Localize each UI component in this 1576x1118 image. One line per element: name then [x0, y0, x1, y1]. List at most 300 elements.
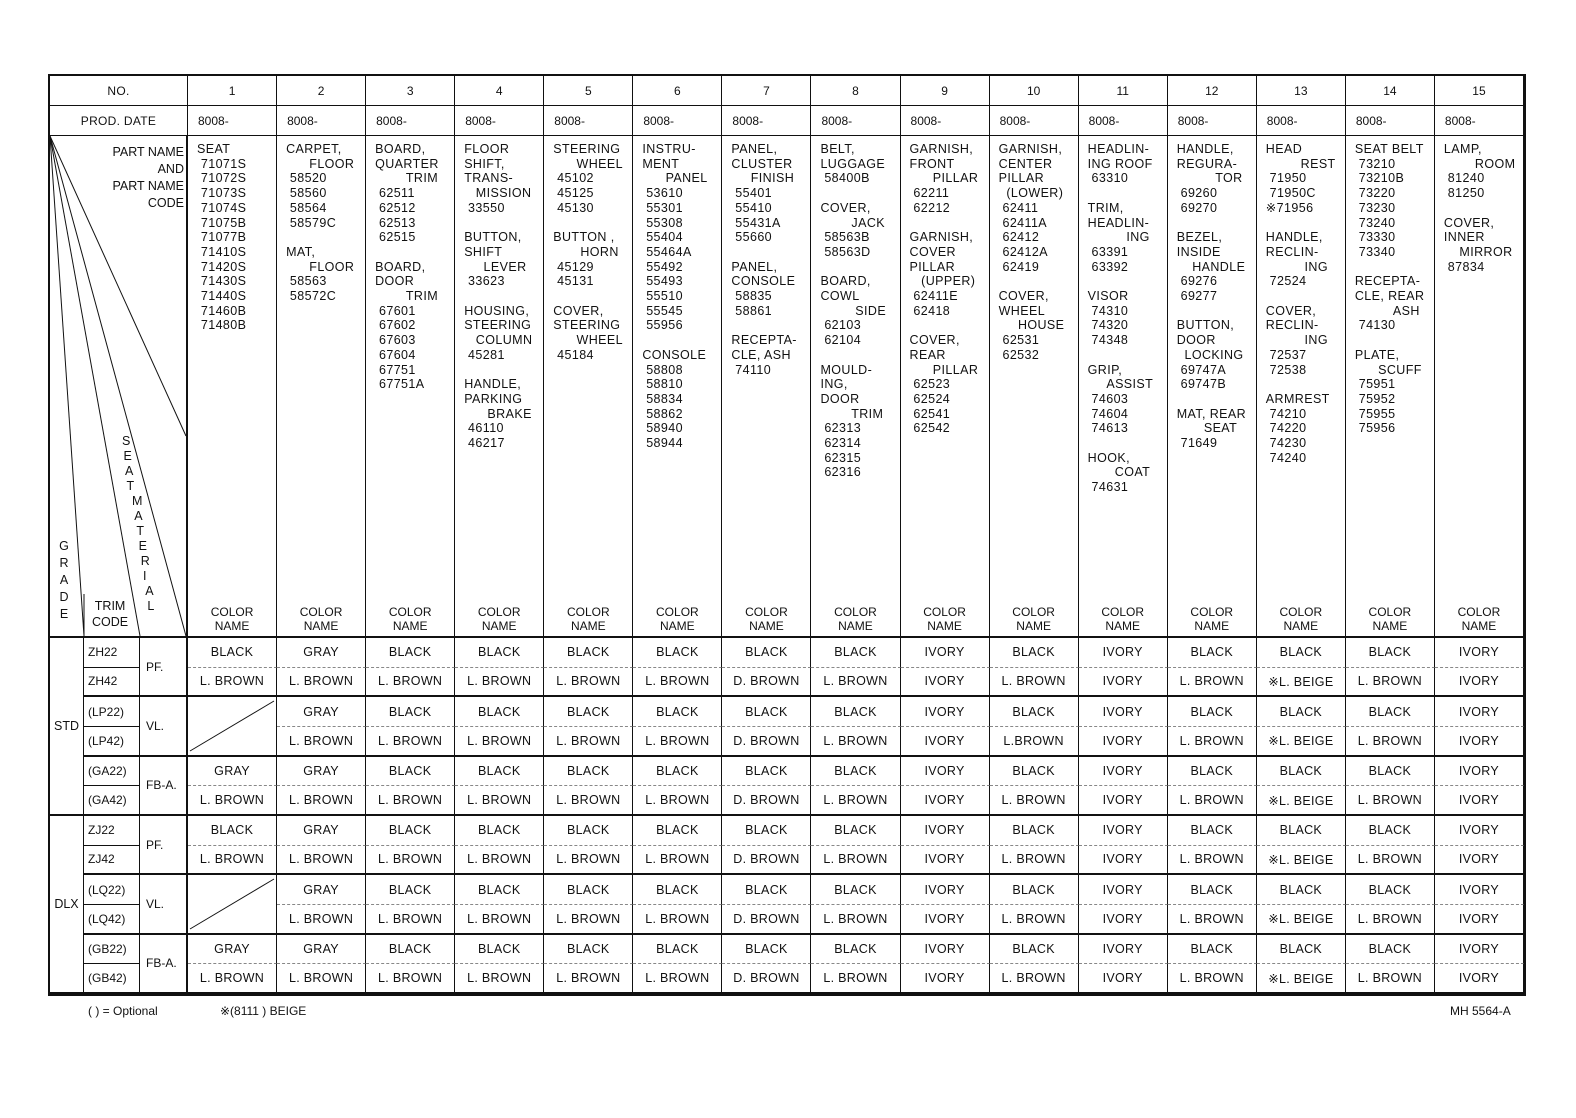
- seat-material-letter: E: [123, 449, 132, 463]
- color-cell: IVORY: [901, 757, 990, 787]
- column-number: 14: [1346, 76, 1435, 106]
- seat-material-letter: A: [134, 509, 143, 523]
- grade-dlx: DLX: [50, 816, 84, 994]
- color-cell: D. BROWN: [722, 668, 811, 698]
- color-cell: D. BROWN: [722, 964, 811, 994]
- color-cell: L. BROWN: [633, 964, 722, 994]
- color-cell: BLACK: [633, 638, 722, 668]
- color-cell: BLACK: [366, 757, 455, 787]
- seat-material: FB-A.: [140, 935, 188, 994]
- color-name-line: COLOR: [923, 605, 966, 619]
- no-header: NO.: [50, 76, 188, 106]
- color-cell: BLACK: [811, 697, 900, 727]
- part-list: HEAD REST 71950 71950C ※71956 HANDLE, RECLIN- ING 72524 COVER, RECLIN- ING 72537 72538 ARMREST 74210 74220 74230 74240: [1257, 136, 1346, 600]
- color-cell: L. BROWN: [990, 668, 1079, 698]
- color-cell: BLACK: [455, 757, 544, 787]
- color-name-header: [188, 600, 277, 638]
- grade-letter: D: [59, 590, 69, 604]
- color-cell: L. BROWN: [811, 668, 900, 698]
- color-cell: L. BROWN: [277, 964, 366, 994]
- color-cell: IVORY: [1435, 816, 1524, 846]
- color-cell: BLACK: [1168, 757, 1257, 787]
- color-cell: GRAY: [188, 935, 277, 965]
- color-name-label: [1101, 605, 1144, 633]
- color-cell: BLACK: [366, 697, 455, 727]
- trim-code: ZJ22: [84, 816, 140, 846]
- color-cell: D. BROWN: [722, 846, 811, 876]
- color-cell: L. BROWN: [1168, 786, 1257, 816]
- color-name-header: [1346, 600, 1435, 638]
- color-name-line: COLOR: [834, 605, 877, 619]
- color-cell: IVORY: [1435, 875, 1524, 905]
- prod-date: 8008-: [722, 106, 811, 136]
- color-name-line: COLOR: [477, 605, 521, 619]
- part-list: GARNISH, CENTER PILLAR (LOWER) 62411 62411A 62412 62412A 62419 COVER, WHEEL HOUSE 62531 62532: [990, 136, 1079, 600]
- part-list: BELT, LUGGAGE 58400B COVER, JACK 58563B 58563D BOARD, COWL SIDE 62103 62104 MOULD- ING, DOOR TRIM 62313 62314 62315 62316: [811, 136, 900, 600]
- color-cell: IVORY: [901, 786, 990, 816]
- seat-material-letter: A: [145, 584, 154, 598]
- color-name-header: [277, 600, 366, 638]
- seat-material-letter: T: [126, 479, 135, 493]
- header-corner: [50, 136, 188, 638]
- color-cell: IVORY: [1435, 964, 1524, 994]
- color-cell: IVORY: [1079, 816, 1168, 846]
- color-cell: BLACK: [811, 875, 900, 905]
- color-cell: L. BROWN: [366, 727, 455, 757]
- color-cell: L. BROWN: [366, 905, 455, 935]
- color-cell: L. BROWN: [277, 905, 366, 935]
- color-cell: IVORY: [1435, 697, 1524, 727]
- color-cell: BLACK: [455, 638, 544, 668]
- trim-code: (LQ22): [84, 875, 140, 905]
- seat-material: PF.: [140, 816, 188, 875]
- slash-line: [188, 875, 276, 932]
- document-code: MH 5564-A: [1450, 1004, 1511, 1018]
- color-name-line: NAME: [1016, 619, 1051, 633]
- color-cell: BLACK: [1168, 697, 1257, 727]
- color-name-line: NAME: [660, 619, 695, 633]
- seat-material: VL.: [140, 875, 188, 934]
- color-cell: L. BROWN: [366, 964, 455, 994]
- color-cell: IVORY: [901, 727, 990, 757]
- color-name-label: [567, 605, 610, 633]
- color-name-header: [1079, 600, 1168, 638]
- prod-date: 8008-: [811, 106, 900, 136]
- color-cell: BLACK: [544, 875, 633, 905]
- color-cell: IVORY: [1435, 638, 1524, 668]
- seat-material-label: [118, 434, 178, 614]
- trim-code: ZH22: [84, 638, 140, 668]
- color-cell: BLACK: [544, 935, 633, 965]
- prod-date: 8008-: [366, 106, 455, 136]
- color-cell: ※L. BEIGE: [1257, 905, 1346, 935]
- color-cell: BLACK: [1257, 757, 1346, 787]
- seat-material: FB-A.: [140, 757, 188, 816]
- color-cell: BLACK: [455, 697, 544, 727]
- color-name-header: [901, 600, 990, 638]
- seat-material-letter: R: [140, 554, 150, 568]
- color-cell: BLACK: [990, 697, 1079, 727]
- color-cell: BLACK: [1257, 935, 1346, 965]
- color-cell: L. BROWN: [990, 786, 1079, 816]
- part-list: STEERING WHEEL 45102 45125 45130 BUTTON , HORN 45129 45131 COVER, STEERING WHEEL 45184: [544, 136, 633, 600]
- color-cell: IVORY: [1435, 668, 1524, 698]
- trim-code: (GB22): [84, 935, 140, 965]
- part-list: HEADLIN- ING ROOF 63310 TRIM, HEADLIN- ING 63391 63392 VISOR 74310 74320 74348 GRIP, ASSIST 74603 74604 74613 HOOK, COAT 74631: [1079, 136, 1168, 600]
- prod-date: 8008-: [1257, 106, 1346, 136]
- color-name-header: [1168, 600, 1257, 638]
- color-cell: BLACK: [188, 816, 277, 846]
- color-cell: BLACK: [990, 638, 1079, 668]
- color-cell: BLACK: [633, 816, 722, 846]
- color-cell: IVORY: [1079, 638, 1168, 668]
- part-name-label-line: PART NAME: [112, 179, 184, 193]
- color-name-label: [834, 605, 877, 633]
- color-cell: L. BROWN: [277, 786, 366, 816]
- color-name-line: NAME: [214, 619, 250, 633]
- color-cell: BLACK: [633, 757, 722, 787]
- color-cell: L. BROWN: [366, 668, 455, 698]
- color-cell: L. BROWN: [188, 846, 277, 876]
- seat-material-letter: M: [132, 494, 143, 508]
- color-name-line: NAME: [749, 619, 784, 633]
- column-number: 11: [1079, 76, 1168, 106]
- optional-legend: ( ) = Optional: [88, 1004, 158, 1018]
- color-name-header: [366, 600, 455, 638]
- seat-material-letter: T: [136, 524, 145, 538]
- column-number: 6: [633, 76, 722, 106]
- color-cell: L. BROWN: [633, 846, 722, 876]
- color-cell: BLACK: [1168, 638, 1257, 668]
- column-number: 1: [188, 76, 277, 106]
- color-cell: L. BROWN: [1168, 846, 1257, 876]
- color-cell: L. BROWN: [544, 905, 633, 935]
- color-cell: L. BROWN: [455, 846, 544, 876]
- not-applicable-cell: [188, 697, 277, 756]
- color-cell: BLACK: [366, 875, 455, 905]
- color-cell: IVORY: [901, 638, 990, 668]
- color-name-line: NAME: [838, 619, 873, 633]
- part-list: GARNISH, FRONT PILLAR 62211 62212 GARNISH, COVER PILLAR (UPPER) 62411E 62418 COVER, REAR PILLAR 62523 62524 62541 62542: [901, 136, 990, 600]
- color-cell: L. BROWN: [544, 727, 633, 757]
- prod-date: 8008-: [544, 106, 633, 136]
- color-cell: BLACK: [1257, 875, 1346, 905]
- beige-legend: ※(8111 ) BEIGE: [220, 1004, 307, 1018]
- color-cell: IVORY: [1079, 757, 1168, 787]
- slash-line: [188, 697, 276, 754]
- color-cell: IVORY: [1435, 757, 1524, 787]
- prod-date: 8008-: [455, 106, 544, 136]
- color-name-header: [455, 600, 544, 638]
- trim-code: (GA22): [84, 757, 140, 787]
- color-cell: L. BROWN: [1346, 786, 1435, 816]
- trim-code: (LP22): [84, 697, 140, 727]
- grade-letter: E: [59, 607, 69, 621]
- color-cell: L. BROWN: [188, 964, 277, 994]
- color-cell: BLACK: [1346, 697, 1435, 727]
- color-cell: L. BROWN: [277, 668, 366, 698]
- not-applicable-cell: [188, 875, 277, 934]
- color-cell: IVORY: [1079, 727, 1168, 757]
- color-cell: BLACK: [990, 875, 1079, 905]
- color-cell: L. BROWN: [455, 905, 544, 935]
- color-name-line: COLOR: [210, 605, 254, 619]
- color-cell: L. BROWN: [188, 668, 277, 698]
- color-name-label: [389, 605, 432, 633]
- color-cell: L. BROWN: [277, 846, 366, 876]
- column-number: 10: [990, 76, 1079, 106]
- color-cell: L. BROWN: [1168, 905, 1257, 935]
- color-cell: BLACK: [990, 757, 1079, 787]
- color-cell: BLACK: [811, 638, 900, 668]
- color-cell: BLACK: [1346, 935, 1435, 965]
- column-number: 7: [722, 76, 811, 106]
- color-cell: BLACK: [633, 935, 722, 965]
- trim-code-label-line: CODE: [92, 615, 129, 629]
- color-cell: L. BROWN: [544, 786, 633, 816]
- color-cell: L. BROWN: [1168, 964, 1257, 994]
- seat-material-letter: L: [147, 599, 155, 613]
- prod-date: 8008-: [1079, 106, 1168, 136]
- part-name-label-line: CODE: [147, 196, 184, 210]
- color-name-label: [1012, 605, 1055, 633]
- color-cell: L. BROWN: [811, 786, 900, 816]
- color-cell: BLACK: [1257, 638, 1346, 668]
- part-list: HANDLE, REGURA- TOR 69260 69270 BEZEL, INSIDE HANDLE 69276 69277 BUTTON, DOOR LOCKING 69747A 69747B MAT, REAR SEAT 71649: [1168, 136, 1257, 600]
- color-cell: ※L. BEIGE: [1257, 786, 1346, 816]
- color-cell: ※L. BEIGE: [1257, 846, 1346, 876]
- color-cell: BLACK: [1168, 875, 1257, 905]
- color-cell: GRAY: [188, 757, 277, 787]
- color-cell: BLACK: [1257, 697, 1346, 727]
- color-cell: IVORY: [1079, 697, 1168, 727]
- color-cell: IVORY: [1079, 964, 1168, 994]
- color-cell: GRAY: [277, 816, 366, 846]
- color-cell: L. BROWN: [990, 905, 1079, 935]
- color-cell: D. BROWN: [722, 727, 811, 757]
- color-cell: L. BROWN: [1346, 905, 1435, 935]
- color-cell: L. BROWN: [1168, 668, 1257, 698]
- color-name-label: [211, 605, 254, 633]
- color-cell: IVORY: [901, 816, 990, 846]
- color-cell: IVORY: [901, 875, 990, 905]
- color-cell: IVORY: [901, 935, 990, 965]
- color-cell: BLACK: [544, 638, 633, 668]
- color-cell: IVORY: [1435, 846, 1524, 876]
- grade-letter: R: [59, 556, 69, 570]
- color-cell: L. BROWN: [544, 668, 633, 698]
- color-cell: IVORY: [1435, 727, 1524, 757]
- color-cell: L. BROWN: [366, 786, 455, 816]
- color-cell: GRAY: [277, 697, 366, 727]
- color-name-line: COLOR: [1457, 605, 1501, 619]
- color-name-line: COLOR: [388, 605, 432, 619]
- column-number: 9: [901, 76, 990, 106]
- color-cell: BLACK: [1168, 816, 1257, 846]
- prod-date: 8008-: [188, 106, 277, 136]
- color-cell: IVORY: [901, 697, 990, 727]
- color-cell: L. BROWN: [811, 905, 900, 935]
- grade-letter: G: [59, 539, 69, 553]
- seat-material-letter: A: [125, 464, 134, 478]
- color-cell: BLACK: [722, 816, 811, 846]
- color-name-line: NAME: [1283, 619, 1319, 633]
- grade-letter: A: [59, 573, 69, 587]
- table-grid: [50, 76, 1524, 994]
- color-name-line: NAME: [1372, 619, 1408, 633]
- color-name-line: COLOR: [566, 605, 610, 619]
- color-cell: BLACK: [990, 816, 1079, 846]
- color-name-header: [633, 600, 722, 638]
- color-cell: L. BROWN: [188, 786, 277, 816]
- color-cell: IVORY: [1435, 786, 1524, 816]
- prod-date: 8008-: [1346, 106, 1435, 136]
- color-name-line: NAME: [1105, 619, 1141, 633]
- color-cell: BLACK: [366, 935, 455, 965]
- trim-color-table: [48, 74, 1526, 996]
- prod-date: 8008-: [277, 106, 366, 136]
- color-name-line: COLOR: [299, 605, 343, 619]
- color-cell: L. BROWN: [455, 727, 544, 757]
- color-name-line: COLOR: [1368, 605, 1412, 619]
- part-name-label: [90, 144, 184, 212]
- prod-date: 8008-: [990, 106, 1079, 136]
- color-cell: L. BROWN: [633, 905, 722, 935]
- color-cell: L. BROWN: [633, 727, 722, 757]
- color-cell: BLACK: [990, 935, 1079, 965]
- color-name-label: [1190, 605, 1233, 633]
- color-cell: BLACK: [1168, 935, 1257, 965]
- prod-date: 8008-: [1168, 106, 1257, 136]
- color-cell: ※L. BEIGE: [1257, 964, 1346, 994]
- color-name-line: NAME: [303, 619, 339, 633]
- color-name-header: [722, 600, 811, 638]
- color-cell: L. BROWN: [544, 846, 633, 876]
- color-name-line: NAME: [481, 619, 517, 633]
- color-cell: IVORY: [901, 905, 990, 935]
- trim-code-label: [92, 598, 128, 630]
- color-cell: IVORY: [901, 846, 990, 876]
- color-cell: BLACK: [455, 935, 544, 965]
- trim-code: (LP42): [84, 727, 140, 757]
- color-cell: GRAY: [277, 875, 366, 905]
- color-cell: L. BROWN: [1346, 846, 1435, 876]
- column-number: 4: [455, 76, 544, 106]
- grade-label: [58, 538, 70, 623]
- color-cell: L. BROWN: [990, 964, 1079, 994]
- color-name-label: [923, 605, 966, 633]
- color-cell: IVORY: [1079, 786, 1168, 816]
- color-cell: L. BROWN: [455, 964, 544, 994]
- trim-code: ZJ42: [84, 846, 140, 876]
- color-name-line: NAME: [927, 619, 962, 633]
- color-cell: L. BROWN: [455, 786, 544, 816]
- color-cell: BLACK: [722, 875, 811, 905]
- color-cell: L. BROWN: [366, 846, 455, 876]
- color-cell: IVORY: [1079, 875, 1168, 905]
- seat-material-letter: I: [143, 569, 147, 583]
- color-name-label: [478, 605, 521, 633]
- trim-code: (LQ42): [84, 905, 140, 935]
- color-cell: L. BROWN: [544, 964, 633, 994]
- color-cell: BLACK: [1257, 816, 1346, 846]
- color-cell: D. BROWN: [722, 786, 811, 816]
- color-name-line: NAME: [1461, 619, 1497, 633]
- part-list: SEAT 71071S 71072S 71073S 71074S 71075B 71077B 71410S 71420S 71430S 71440S 71460B 71480B: [188, 136, 277, 600]
- seat-material: PF.: [140, 638, 188, 697]
- color-cell: IVORY: [1079, 846, 1168, 876]
- color-cell: L. BROWN: [633, 786, 722, 816]
- part-name-label-line: AND: [157, 162, 184, 176]
- prod-date-header: PROD. DATE: [50, 106, 188, 136]
- color-cell: L. BROWN: [811, 846, 900, 876]
- part-list: SEAT BELT 73210 73210B 73220 73230 73240 73330 73340 RECEPTA- CLE, REAR ASH 74130 PLATE, SCUFF 75951 75952 75955 75956: [1346, 136, 1435, 600]
- color-name-line: COLOR: [1190, 605, 1234, 619]
- part-list: PANEL, CLUSTER FINISH 55401 55410 55431A 55660 PANEL, CONSOLE 58835 58861 RECEPTA- CLE, ASH 74110: [722, 136, 811, 600]
- color-name-header: [1257, 600, 1346, 638]
- prod-date: 8008-: [901, 106, 990, 136]
- color-name-line: COLOR: [656, 605, 699, 619]
- color-cell: BLACK: [544, 816, 633, 846]
- part-list: FLOOR SHIFT, TRANS- MISSION 33550 BUTTON, SHIFT LEVER 33623 HOUSING, STEERING COLUMN 45281 HANDLE, PARKING BRAKE 46110 46217: [455, 136, 544, 600]
- color-name-label: [1279, 605, 1322, 633]
- color-cell: IVORY: [901, 668, 990, 698]
- color-name-line: COLOR: [745, 605, 788, 619]
- color-cell: L. BROWN: [1346, 964, 1435, 994]
- color-name-line: COLOR: [1101, 605, 1145, 619]
- color-cell: L. BROWN: [1168, 727, 1257, 757]
- color-cell: BLACK: [633, 875, 722, 905]
- prod-date: 8008-: [633, 106, 722, 136]
- column-number: 5: [544, 76, 633, 106]
- color-name-line: NAME: [570, 619, 606, 633]
- color-cell: IVORY: [1435, 905, 1524, 935]
- seat-material-letter: S: [122, 434, 131, 448]
- color-cell: L. BROWN: [1346, 668, 1435, 698]
- color-name-label: [656, 605, 699, 633]
- color-name-header: [811, 600, 900, 638]
- color-cell: GRAY: [277, 935, 366, 965]
- color-cell: BLACK: [1346, 875, 1435, 905]
- color-cell: IVORY: [901, 964, 990, 994]
- color-name-header: [990, 600, 1079, 638]
- color-cell: IVORY: [1079, 905, 1168, 935]
- part-name-label-line: PART NAME: [112, 145, 184, 159]
- color-cell: IVORY: [1079, 935, 1168, 965]
- color-cell: D. BROWN: [722, 905, 811, 935]
- color-name-header: [544, 600, 633, 638]
- color-cell: BLACK: [722, 697, 811, 727]
- part-list: CARPET, FLOOR 58520 58560 58564 58579C MAT, FLOOR 58563 58572C: [277, 136, 366, 600]
- color-cell: GRAY: [277, 638, 366, 668]
- color-cell: BLACK: [722, 757, 811, 787]
- color-cell: BLACK: [633, 697, 722, 727]
- color-cell: L. BROWN: [633, 668, 722, 698]
- color-cell: BLACK: [811, 757, 900, 787]
- column-number: 12: [1168, 76, 1257, 106]
- color-cell: BLACK: [811, 935, 900, 965]
- color-cell: ※L. BEIGE: [1257, 727, 1346, 757]
- color-name-label: [1369, 605, 1412, 633]
- color-cell: BLACK: [366, 816, 455, 846]
- color-cell: IVORY: [1435, 935, 1524, 965]
- color-cell: BLACK: [1346, 816, 1435, 846]
- column-number: 8: [811, 76, 900, 106]
- color-cell: GRAY: [277, 757, 366, 787]
- color-cell: BLACK: [811, 816, 900, 846]
- color-cell: BLACK: [722, 638, 811, 668]
- color-name-label: [745, 605, 788, 633]
